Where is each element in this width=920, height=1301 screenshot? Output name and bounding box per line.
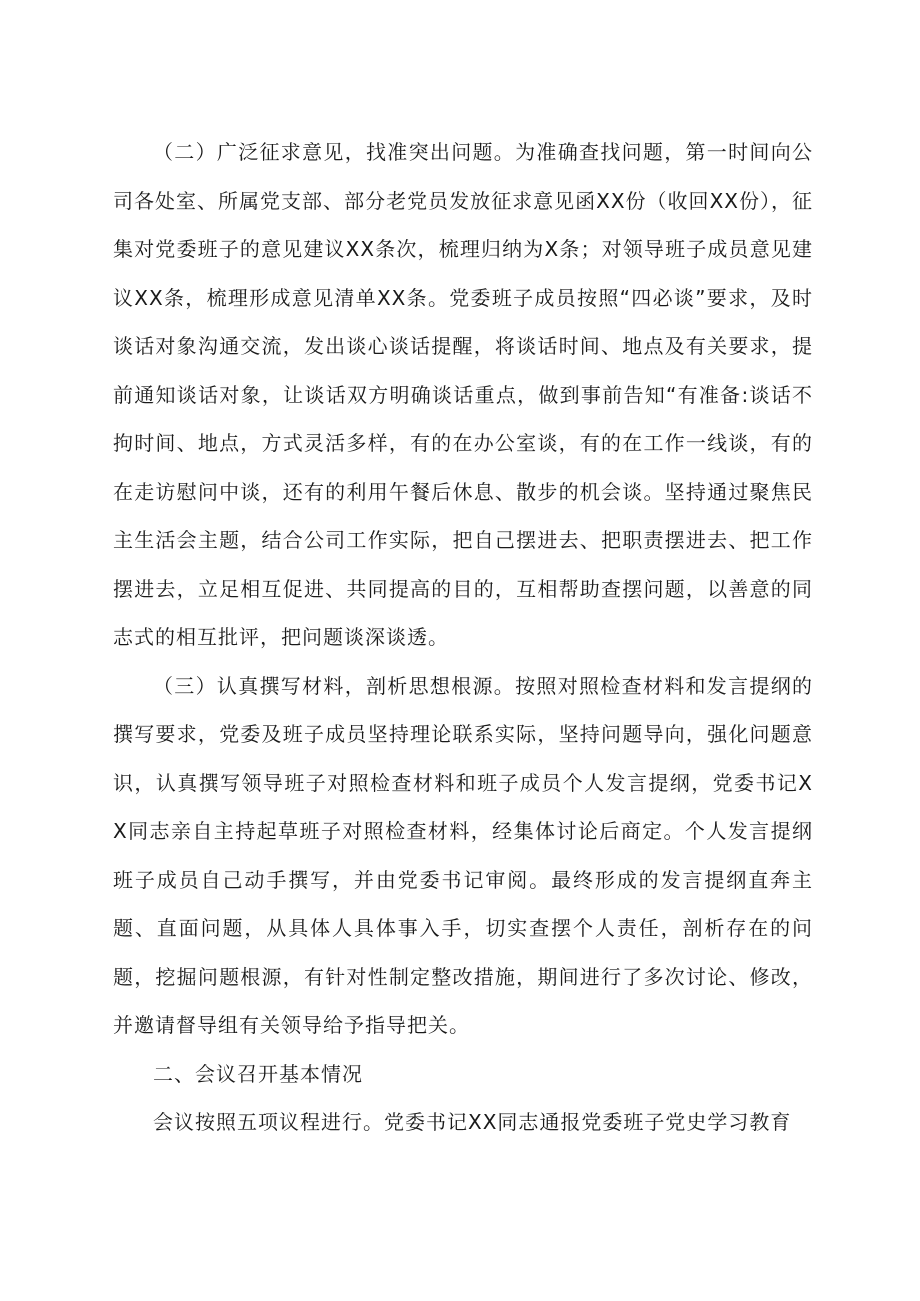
paragraph-meeting-agenda: 会议按照五项议程进行。党委书记XX同志通报党委班子党史学习教育 xyxy=(153,1110,792,1134)
document-body xyxy=(113,128,813,1147)
paragraph-write-materials: （三）认真撰写材料，剖析思想根源。按照对照检查材料和发言提纲的撰写要求，党委及班子成员坚持理论联系实际，坚持问题导向，强化问题意识，认真撰写领导班子对照检查材料和班子成员个人发言提纲，党委书记XX同志亲自主持起草班子对照检查材料，经集体讨论后商定。个人发言提纲班子成员自己动手撰写，并由党委书记审阅。最终形成的发言提纲直奔主题、直面问题，从具体人具体事入手，切实查摆个人责任，剖析存在的问题，挖掘问题根源，有针对性制定整改措施，期间进行了多次讨论、修改，并邀请督导组有关领导给予指导把关。 xyxy=(113,673,813,1037)
paragraph-solicit-opinions: （二）广泛征求意见，找准突出问题。为准确查找问题，第一时间向公司各处室、所属党支部、部分老党员发放征求意见函XX份（收回XX份），征集对党委班子的意见建议XX条次，梳理归纳为X条；对领导班子成员意见建议XX条，梳理形成意见清单XX条。党委班子成员按照“四必谈”要求，及时谈话对象沟通交流，发出谈心谈话提醒，将谈话时间、地点及有关要求，提前通知谈话对象，让谈话双方明确谈话重点，做到事前告知“有准备:谈话不拘时间、地点，方式灵活多样，有的在办公室谈，有的在工作一线谈，有的在走访慰问中谈，还有的利用午餐后休息、散步的机会谈。坚持通过聚焦民主生活会主题，结合公司工作实际，把自己摆进去、把职责摆进去、把工作摆进去，立足相互促进、共同提高的目的，互相帮助查摆问题，以善意的同志式的相互批评，把问题谈深谈透。 xyxy=(113,140,813,649)
section-heading: 二、会议召开基本情况 xyxy=(153,1061,363,1086)
